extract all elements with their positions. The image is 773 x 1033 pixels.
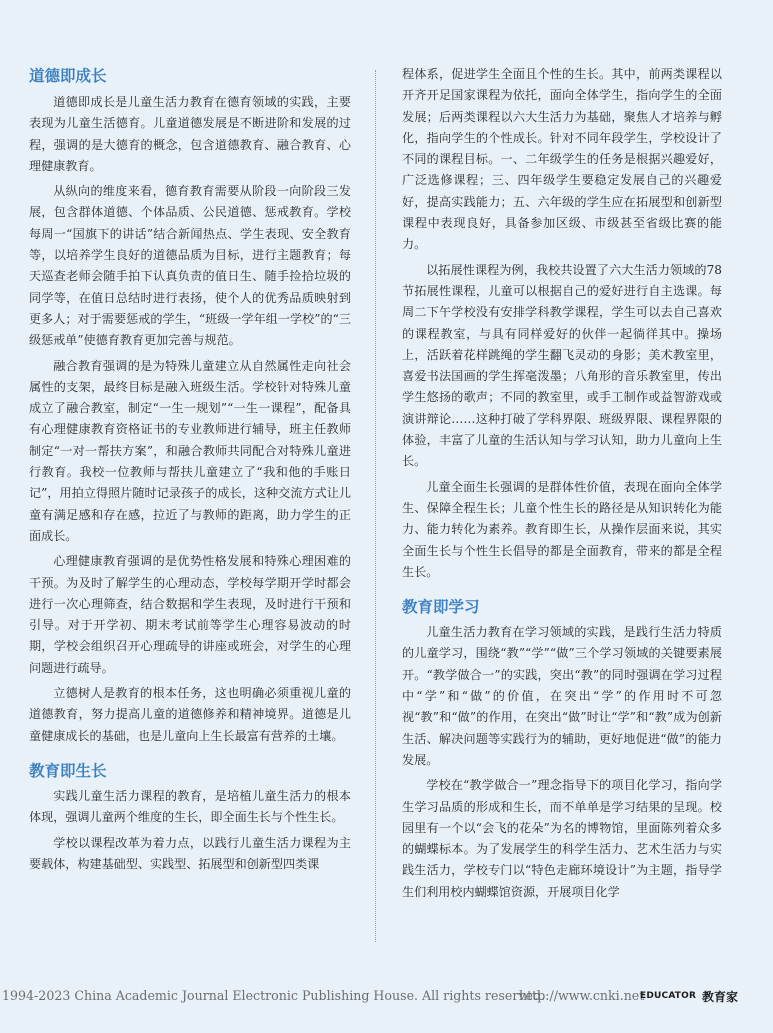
journal-brand-en: EDUCATOR <box>640 991 697 1001</box>
paragraph: 道德即成长是儿童生活力教育在德育领域的实践，主要表现为儿童生活德育。儿童道德发展是不断进阶和发展的过程，强调的是大德育的概念，包含道德教育、融合教育、心理健康教育。 <box>29 95 351 173</box>
section-heading-moral-growth: 道德即成长 <box>29 67 107 85</box>
section-heading-education-learning: 教育即学习 <box>402 598 480 617</box>
paragraph: 以拓展性课程为例，我校共设置了六大生活力领域的78节拓展性课程，儿童可以根据自己的爱好进行自主选课。每周二下午学校没有安排学科教学课程，学生可以去自己喜欢的课程教室，与具有同样爱好的伙伴一起徜徉其中。操场上，活跃着花样跳绳的学生翻飞灵动的身影；美术教室里，喜爱书法国画的学生挥毫泼墨；八角形的音乐教室里，传出学生悠扬的歌声；不同的教室里，或手工制作或益智游戏或演讲辩论……这种打破了学科界限、班级界限、课程界限的体验，丰富了儿童的生活认知与学习认知，助力儿童向上生长。 <box>402 262 722 469</box>
paragraph: 实践儿童生活力课程的教育，是培植儿童生活力的根本体现，强调儿童两个维度的生长，即全面生长与个性生长。 <box>29 788 351 825</box>
paragraph: 学校以课程改革为着力点，以践行儿童生活力课程为主要载体，构建基础型、实践型、拓展型和创新型四类课 <box>29 835 351 871</box>
paragraph: 儿童全面生长强调的是群体性价值，表现在面向全体学生、保障全程生长；儿童个性生长的路径是从知识转化为能力、能力转化为素养。教育即生长，从操作层面来说，其实全面生长与个性生长倡导的都是全面教育，带来的都是全程生长。 <box>402 479 722 579</box>
paragraph: 融合教育强调的是为特殊儿童建立从自然属性走向社会属性的支架，最终目标是融入班级生活。学校针对特殊儿童成立了融合教室，制定“一生一规划”“一生一课程”，配备具有心理健康教育资格证书的专业教师进行辅导，班主任教师制定“一对一帮扶方案”，和融合教师共同配合对特殊儿童进行教育。我校一位教师与帮扶儿童建立了“我和他的手账日记”，用拍立得照片随时记录孩子的成长，这种交流方式让儿童有满足感和存在感，拉近了与教师的距离，助力学生的正面成长。 <box>29 358 351 543</box>
paragraph: 从纵向的维度来看，德育教育需要从阶段一向阶段三发展，包含群体道德、个体品质、公民道德、惩戒教育。学校每周一“国旗下的讲话”结合新闻热点、学生表现、安全教育等，以培养学生良好的道德品质为目标，进行主题教育；每天巡查老师会随手拍下认真负责的值日生、随手捡拾垃圾的同学等，在值日总结时进行表扬，使个人的优秀品质映射到更多人；对于需要惩戒的学生，“班级一学年组一学校”的“三级惩戒单”使德育教育更加完善与规范。 <box>29 184 351 348</box>
left-column <box>29 64 351 875</box>
journal-brand-cn: 教育家 <box>702 990 739 1004</box>
paragraph: 程体系，促进学生全面且个性的生长。其中，前两类课程以开齐开足国家课程为依托，面向全体学生，指向学生的全面发展；后两类课程以六大生活力为基础，聚焦人才培养与孵化，指向学生的个性成长。针对不同年段学生，学校设计了不同的课程目标。一、二年级学生的任务是根据兴趣爱好，广泛选修课程；三、四年级学生要稳定发展自己的兴趣爱好，提高实践能力；五、六年级的学生应在拓展型和创新型课程中表现良好，具备参加区级、市级甚至省级比赛的能力。 <box>402 67 722 252</box>
column-divider <box>375 70 376 942</box>
paragraph: 学校在“教学做合一”理念指导下的项目化学习，指向学生学习品质的形成和生长，而不单单是学习结果的呈现。校园里有一个以“会飞的花朵”为名的博物馆，里面陈列着众多的蝴蝶标本。为了发展学生的科学生活力、艺术生活力与实践生活力，学校专门以“特色走廊环境设计”为主题，指导学生们利用校内蝴蝶馆资源，开展项目化学 <box>402 778 722 899</box>
copyright-text: 1994-2023 China Academic Journal Electronic Publishing House. All rights reserved. <box>2 988 545 1003</box>
paragraph: 儿童生活力教育在学习领域的实践，是践行生活力特质的儿童学习，围绕“教”“学”“做”三个学习领域的关键要素展开。“教学做合一”的实践，突出“教”的同时强调在学习过程中“学”和“做”的价值，在突出“学”的作用时不可忽视“教”和“做”的作用，在突出“做”时让“学”和“教”成为创新生活、解决问题等实践行为的辅助，更好地促进“做”的能力发展。 <box>402 625 722 767</box>
right-column <box>402 64 722 903</box>
cnki-link[interactable]: http://www.cnki.net <box>519 988 645 1003</box>
section-heading-education-growth: 教育即生长 <box>29 761 107 780</box>
paragraph: 立德树人是教育的根本任务，这也明确必须重视儿童的道德教育，努力提高儿童的道德修养和精神境界。道德是儿童健康成长的基础，也是儿童向上生长最富有营养的土壤。 <box>29 686 351 743</box>
paragraph: 心理健康教育强调的是优势性格发展和特殊心理困难的干预。为及时了解学生的心理动态，学校每学期开学时都会进行一次心理筛查，结合数据和学生表现，及时进行干预和引导。对于开学初、期末考试前等学生心理容易波动的时期，学校会组织召开心理疏导的讲座或班会，对学生的心理问题进行疏导。 <box>29 554 351 675</box>
